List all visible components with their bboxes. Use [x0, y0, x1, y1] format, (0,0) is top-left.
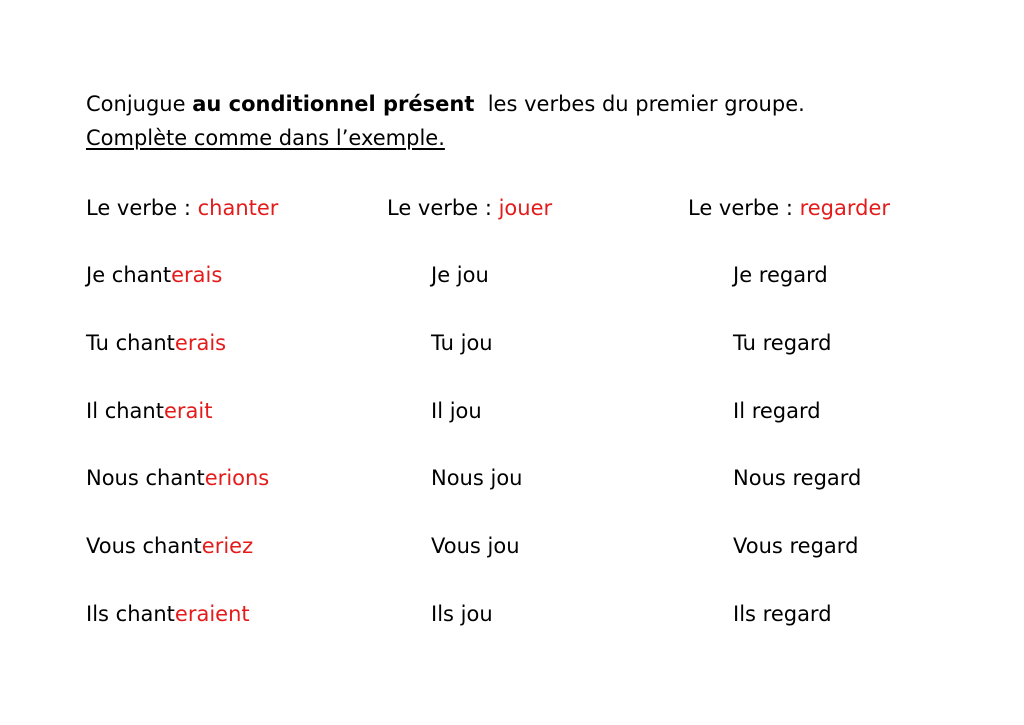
conjugation-row	[86, 398, 212, 424]
verb-header-jouer	[387, 195, 552, 221]
conjugation-ending: erais	[171, 263, 223, 287]
verb-header-label: Le verbe :	[688, 196, 800, 220]
conjugation-row	[431, 465, 522, 491]
conjugation-ending: eraient	[174, 602, 250, 626]
conjugation-row	[86, 601, 250, 627]
conjugation-row	[86, 330, 226, 356]
conjugation-row	[431, 330, 493, 356]
conjugation-stem: Il chant	[86, 399, 164, 423]
conjugation-row	[733, 601, 832, 627]
conjugation-stem: Tu chant	[86, 331, 175, 355]
conjugation-stem: Ils jou	[431, 602, 493, 626]
instruction-tense: au conditionnel présent	[192, 92, 475, 116]
instruction-suffix: les verbes du premier groupe.	[474, 92, 805, 116]
conjugation-row	[86, 262, 222, 288]
conjugation-ending: erait	[163, 399, 213, 423]
conjugation-row	[431, 601, 493, 627]
verb-header-label: Le verbe :	[86, 196, 198, 220]
conjugation-stem: Vous chant	[86, 534, 202, 558]
conjugation-row	[733, 398, 821, 424]
conjugation-stem: Ils regard	[733, 602, 832, 626]
conjugation-stem: Je regard	[733, 263, 828, 287]
verb-header-chanter	[86, 195, 278, 221]
verb-name: chanter	[197, 196, 279, 220]
instruction-prefix: Conjugue	[86, 92, 193, 116]
conjugation-row	[431, 533, 520, 559]
conjugation-stem: Vous jou	[431, 534, 520, 558]
conjugation-stem: Tu jou	[431, 331, 493, 355]
conjugation-stem: Nous jou	[431, 466, 523, 490]
conjugation-stem: Il jou	[431, 399, 482, 423]
verb-name: jouer	[498, 196, 553, 220]
conjugation-row	[431, 262, 489, 288]
instruction-line-1	[86, 91, 805, 117]
conjugation-ending: erais	[174, 331, 227, 355]
conjugation-stem: Tu regard	[733, 331, 832, 355]
instruction-line-2: Complète comme dans l’exemple.	[86, 126, 445, 150]
conjugation-row	[733, 330, 832, 356]
conjugation-stem: Je jou	[431, 263, 489, 287]
conjugation-row	[733, 465, 861, 491]
conjugation-stem: Nous chant	[86, 466, 205, 490]
conjugation-ending: eriez	[201, 534, 254, 558]
conjugation-stem: Je chant	[86, 263, 172, 287]
conjugation-row	[431, 398, 482, 424]
conjugation-stem: Ils chant	[86, 602, 175, 626]
conjugation-stem: Nous regard	[733, 466, 862, 490]
conjugation-row	[86, 465, 269, 491]
conjugation-row	[86, 533, 253, 559]
conjugation-stem: Il regard	[733, 399, 821, 423]
verb-name: regarder	[799, 196, 891, 220]
conjugation-row	[733, 533, 858, 559]
verb-header-label: Le verbe :	[387, 196, 499, 220]
conjugation-stem: Vous regard	[733, 534, 859, 558]
verb-header-regarder	[688, 195, 890, 221]
conjugation-row	[733, 262, 828, 288]
conjugation-ending: erions	[204, 466, 270, 490]
